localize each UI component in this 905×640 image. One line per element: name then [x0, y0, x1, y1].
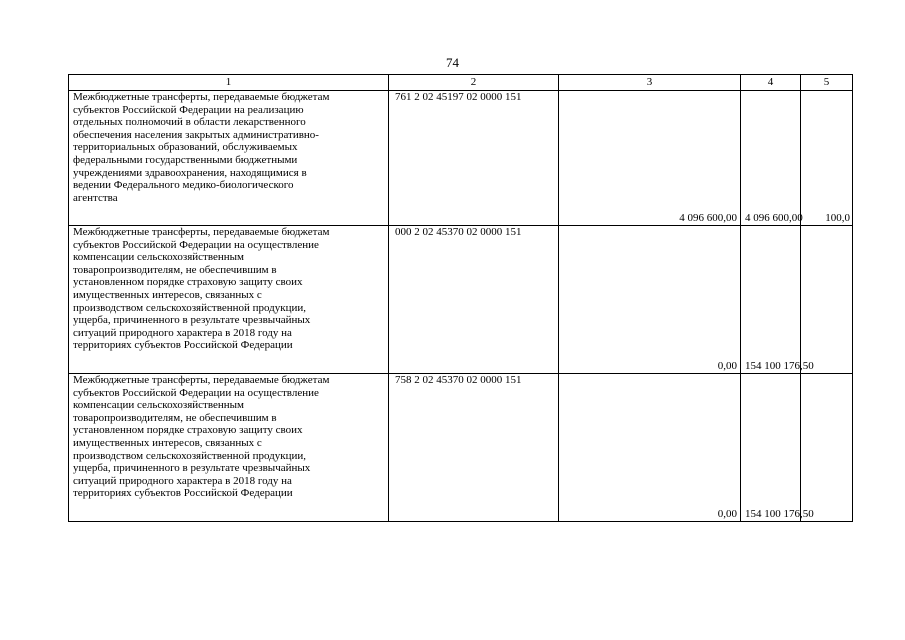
row-col4-value: 154 100 176,50: [741, 226, 801, 374]
table-row: [69, 226, 853, 374]
table-row: [69, 374, 853, 522]
row-col3-value: 0,00: [559, 226, 741, 374]
row-code: 761 2 02 45197 02 0000 151: [389, 91, 559, 226]
column-header-2: 2: [389, 75, 559, 91]
budget-table: [68, 74, 853, 522]
row-col3-value: 4 096 600,00: [559, 91, 741, 226]
row-col5-value: [801, 374, 853, 522]
row-col4-value: 4 096 600,00: [741, 91, 801, 226]
row-description: Межбюджетные трансферты, передаваемые бюджетам субъектов Российской Федерации на осуществление компенсации сельскохозяйственным товаропроизводителям, не обеспечившим в установленном порядке страховую защиту своих имущественных интересов, связанных с производством сельскохозяйственной продукции, ущерба, причиненного в результате чрезвычайных ситуаций природного характера в 2018 году на территориях субъектов Российской Федерации: [69, 226, 389, 374]
page-number: 74: [446, 55, 459, 70]
column-header-1: 1: [69, 75, 389, 91]
row-code: 000 2 02 45370 02 0000 151: [389, 226, 559, 374]
row-description: Межбюджетные трансферты, передаваемые бюджетам субъектов Российской Федерации на осуществление компенсации сельскохозяйственным товаропроизводителям, не обеспечившим в установленном порядке страховую защиту своих имущественных интересов, связанных с производством сельскохозяйственной продукции, ущерба, причиненного в результате чрезвычайных ситуаций природного характера в 2018 году на территориях субъектов Российской Федерации: [69, 374, 389, 522]
column-header-5: 5: [801, 75, 853, 91]
column-header-3: 3: [559, 75, 741, 91]
row-col5-value: [801, 226, 853, 374]
column-header-4: 4: [741, 75, 801, 91]
row-col5-value: 100,0: [801, 91, 853, 226]
row-col4-value: 154 100 176,50: [741, 374, 801, 522]
row-col3-value: 0,00: [559, 374, 741, 522]
table-row: [69, 91, 853, 226]
table-header-row: [69, 75, 853, 91]
row-code: 758 2 02 45370 02 0000 151: [389, 374, 559, 522]
row-description: Межбюджетные трансферты, передаваемые бюджетам субъектов Российской Федерации на реализацию отдельных полномочий в области лекарственного обеспечения населения закрытых административно- территориальных образований, обслуживаемых федеральными государственными бюджетными учреждениями здравоохранения, находящимися в ведении Федерального медико-биологического агентства: [69, 91, 389, 226]
